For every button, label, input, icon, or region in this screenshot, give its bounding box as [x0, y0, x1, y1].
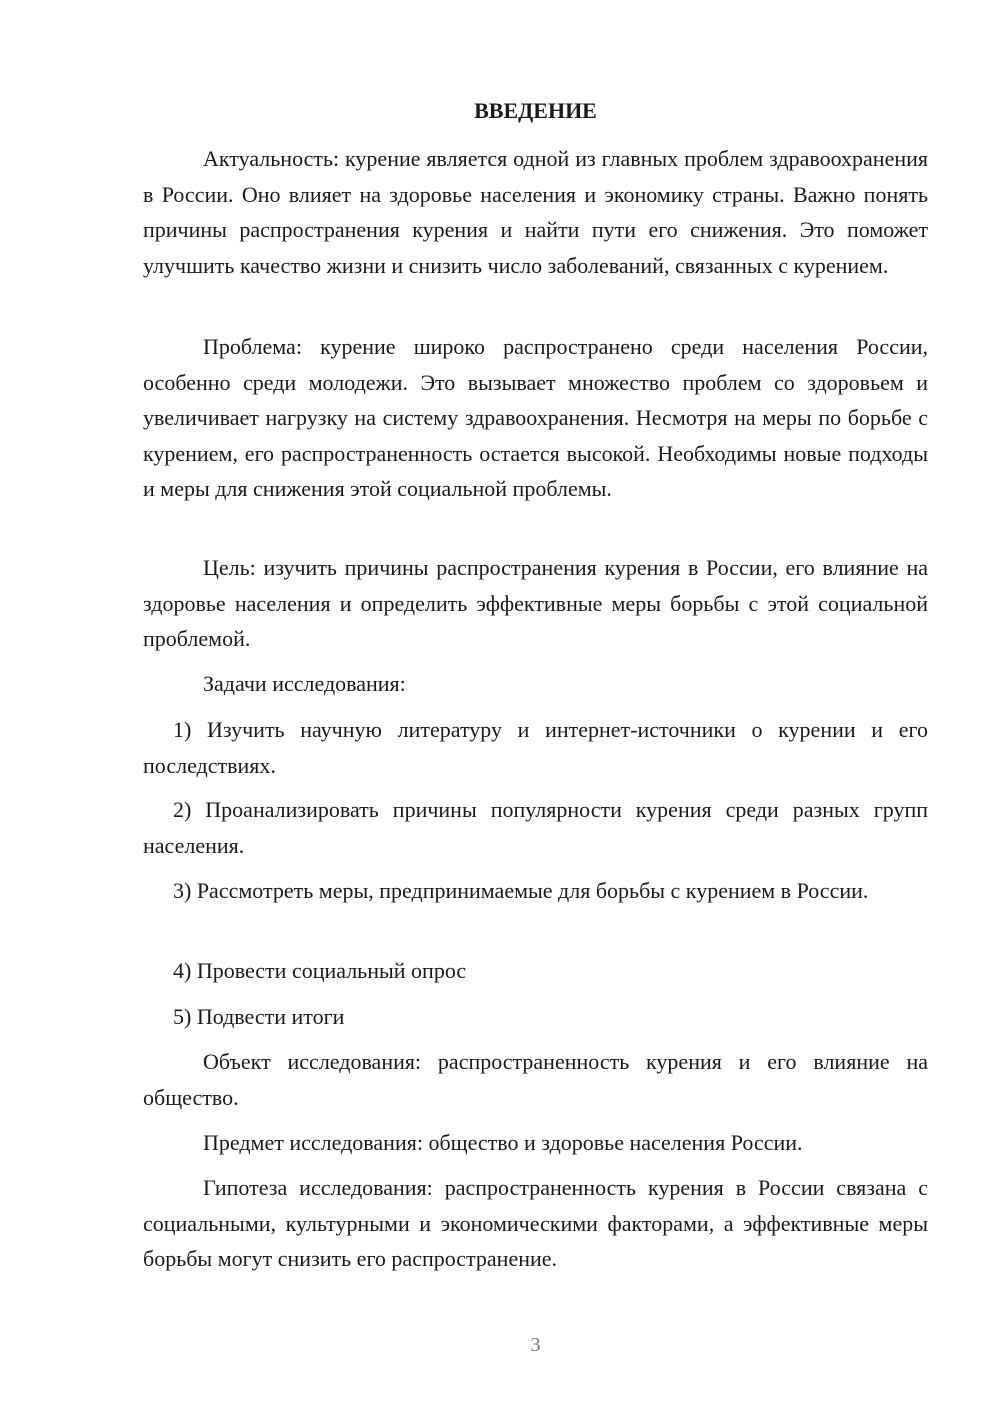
task-item: 5) Подвести итоги: [173, 1004, 345, 1029]
paragraph-object: Объект исследования: распространенность курения и его влияние на общество.: [143, 1049, 928, 1110]
page-number: 3: [530, 1334, 541, 1356]
paragraph-goal: Цель: изучить причины распространения курения в России, его влияние на здоровье населения и определить эффективные меры борьбы с этой социальной проблемой.: [143, 555, 928, 651]
document-page: [143, 0, 928, 1414]
page-title: ВВЕДЕНИЕ: [474, 98, 597, 123]
paragraph-problem: Проблема: курение широко распространено среди населения России, особенно среди молодежи. Это вызывает множество проблем со здоровьем и увеличивает нагрузку на систему здравоохранения. Несмотря на меры по борьбе с курением, его распространенность остается высокой. Необходимы новые подходы и меры для снижения этой социальной проблемы.: [143, 334, 928, 501]
paragraph-relevance: Актуальность: курение является одной из главных проблем здравоохранения в России. Оно влияет на здоровье населения и экономику страны. Важно понять причины распространения курения и найти пути его снижения. Это поможет улучшить качество жизни и снизить число заболеваний, связанных с курением.: [143, 146, 928, 278]
tasks-heading: Задачи исследования:: [203, 671, 406, 696]
paragraph-hypothesis: Гипотеза исследования: распространенность курения в России связана с социальными, культурными и экономическими факторами, а эффективные меры борьбы могут снизить его распространение.: [143, 1175, 928, 1271]
task-item: 4) Провести социальный опрос: [173, 958, 467, 983]
paragraph-subject: Предмет исследования: общество и здоровье населения России.: [203, 1130, 803, 1155]
task-item: 3) Рассмотреть меры, предпринимаемые для борьбы с курением в России.: [173, 878, 869, 903]
task-item: 1) Изучить научную литературу и интернет-источники о курении и его последствиях.: [143, 717, 928, 778]
task-item: 2) Проанализировать причины популярности курения среди разных групп населения.: [143, 797, 928, 858]
